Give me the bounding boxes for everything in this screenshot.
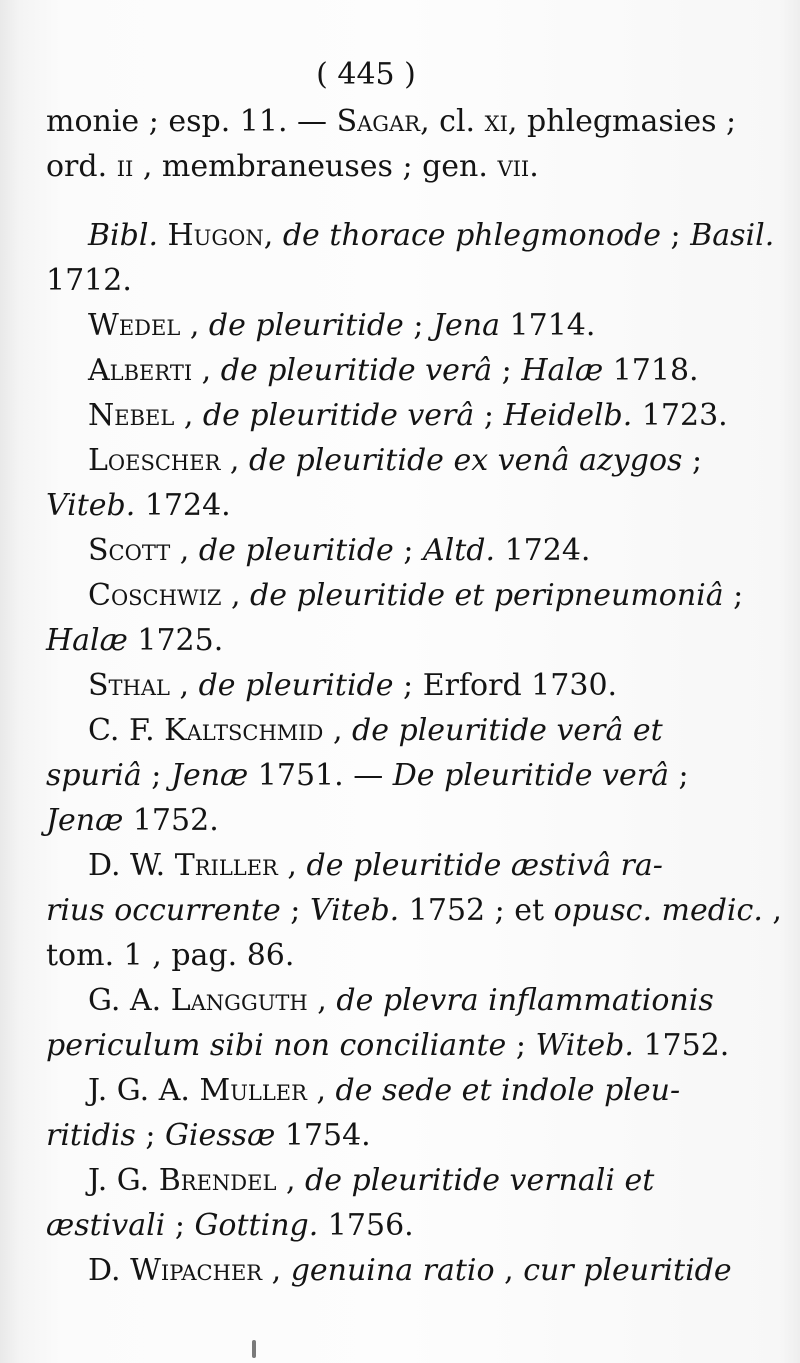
page-number: ( 445 ) bbox=[316, 57, 416, 92]
roman-text: , bbox=[277, 848, 307, 883]
text-line bbox=[46, 663, 686, 708]
text-line bbox=[46, 1068, 686, 1113]
paragraph-gap bbox=[46, 189, 686, 213]
text-line bbox=[46, 348, 699, 393]
text-line bbox=[46, 978, 714, 1023]
roman-text: tom. 1 , pag. 86. bbox=[46, 938, 295, 973]
roman-text: D. W. bbox=[88, 848, 175, 883]
roman-text: 1751. — bbox=[248, 758, 393, 793]
roman-text: C. F. bbox=[88, 713, 165, 748]
italic-text: Giessæ bbox=[164, 1118, 276, 1153]
roman-text: ; bbox=[165, 1208, 195, 1243]
italic-text: Viteb. bbox=[309, 893, 400, 928]
text-line bbox=[46, 258, 686, 303]
italic-text: Heidelb. bbox=[503, 398, 633, 433]
italic-text: de pleuritide bbox=[198, 668, 394, 703]
text-line bbox=[46, 933, 686, 978]
text-line bbox=[46, 1113, 686, 1158]
small-caps-name: Nebel bbox=[88, 398, 175, 433]
italic-text: rius occurrente bbox=[46, 893, 281, 928]
italic-text: de pleuritide bbox=[198, 533, 394, 568]
roman-text: ; bbox=[723, 578, 744, 613]
roman-text: , bbox=[221, 578, 251, 613]
roman-text: 1752. bbox=[123, 803, 219, 838]
italic-text: genuina ratio bbox=[290, 1253, 495, 1288]
small-caps-name: Wipacher bbox=[130, 1253, 263, 1288]
italic-text: Altd. bbox=[422, 533, 496, 568]
italic-text: de pleuritide verâ bbox=[220, 353, 493, 388]
italic-text: Viteb. bbox=[46, 488, 136, 523]
roman-text: ; bbox=[492, 353, 522, 388]
roman-text: , bbox=[174, 398, 203, 433]
roman-text: ; bbox=[682, 443, 703, 478]
italic-text: æstivali bbox=[46, 1208, 166, 1243]
small-caps-name: Scott bbox=[88, 533, 171, 568]
italic-text: de pleuritide ex venâ azygos bbox=[249, 443, 683, 478]
small-caps-name: Sthal bbox=[88, 668, 170, 703]
roman-text: ; bbox=[135, 1118, 165, 1153]
small-caps-name: vii bbox=[497, 149, 530, 184]
small-caps-name: Sagar bbox=[336, 104, 421, 139]
text-line bbox=[46, 213, 775, 258]
text-line bbox=[46, 393, 728, 438]
roman-text: , bbox=[262, 1253, 291, 1288]
text-line bbox=[46, 99, 737, 144]
roman-text: , bbox=[494, 1253, 524, 1288]
roman-text: ; bbox=[661, 218, 691, 253]
italic-text: de pleuritide et peripneumoniâ bbox=[250, 578, 724, 613]
small-caps-name: Brendel bbox=[158, 1163, 277, 1198]
small-caps-name: Loescher bbox=[88, 443, 221, 478]
roman-text: 1714. bbox=[500, 308, 596, 343]
italic-text: de pleuritide æstivâ ra- bbox=[306, 848, 663, 883]
roman-text: 1724. bbox=[495, 533, 591, 568]
text-line bbox=[46, 753, 689, 798]
text-line bbox=[46, 1158, 686, 1203]
small-caps-name: Triller bbox=[174, 848, 278, 883]
roman-text: 1724. bbox=[135, 488, 231, 523]
text-line bbox=[46, 888, 782, 933]
small-caps-name: Alberti bbox=[88, 353, 193, 388]
small-caps-name: Hugon bbox=[157, 218, 264, 253]
italic-text: Witeb. bbox=[535, 1028, 634, 1063]
italic-text: spuriâ bbox=[46, 758, 142, 793]
small-caps-name: ii bbox=[116, 149, 134, 184]
small-caps-name: Wedel bbox=[88, 308, 181, 343]
roman-text: 1752. bbox=[633, 1028, 730, 1063]
text-line bbox=[46, 1023, 730, 1068]
roman-text: 1725. bbox=[127, 623, 224, 658]
italic-text: ritidis bbox=[46, 1118, 136, 1153]
text-lines bbox=[46, 99, 782, 1293]
italic-text: de thorace phlegmonode bbox=[282, 218, 662, 253]
roman-text: ; bbox=[403, 308, 433, 343]
italic-text: cur pleuritide bbox=[523, 1253, 732, 1288]
italic-text: opusc. medic. bbox=[553, 893, 763, 928]
text-line bbox=[46, 843, 686, 888]
italic-text: de pleuritide vernali et bbox=[305, 1163, 655, 1198]
italic-text: de pleuritide bbox=[208, 308, 404, 343]
roman-text: . — bbox=[277, 104, 337, 139]
roman-text: 1756. bbox=[318, 1208, 414, 1243]
small-caps-name: Langguth bbox=[170, 983, 308, 1018]
roman-text: , cl. bbox=[420, 104, 485, 139]
roman-text: ; bbox=[280, 893, 310, 928]
text-line bbox=[46, 1203, 686, 1248]
italic-text: Halæ bbox=[521, 353, 604, 388]
text-line bbox=[46, 1248, 732, 1293]
text-line bbox=[46, 618, 686, 663]
roman-text: 1723. bbox=[632, 398, 728, 433]
roman-text: 11 bbox=[239, 104, 278, 139]
roman-text: , bbox=[762, 893, 782, 928]
roman-text: ; bbox=[393, 533, 423, 568]
roman-text: monie ; esp. bbox=[46, 104, 240, 139]
page-text bbox=[46, 52, 782, 1293]
small-caps-name: Kaltschmid bbox=[164, 713, 324, 748]
italic-text: Jenæ bbox=[170, 758, 249, 793]
ink-smudge bbox=[252, 1340, 256, 1358]
roman-text: ; bbox=[474, 398, 504, 433]
roman-text: ; Erford 1730. bbox=[393, 668, 618, 703]
roman-text: ; bbox=[668, 758, 689, 793]
italic-text: de plevra inflammationis bbox=[336, 983, 714, 1018]
text-line bbox=[46, 798, 686, 843]
roman-text: , bbox=[276, 1163, 306, 1198]
roman-text: , bbox=[307, 983, 337, 1018]
roman-text: G. A. bbox=[88, 983, 171, 1018]
roman-text: , phlegmasies ; bbox=[507, 104, 737, 139]
italic-text: Bibl. bbox=[88, 218, 158, 253]
italic-text: de sede et indole pleu- bbox=[335, 1073, 681, 1108]
roman-text: , bbox=[170, 533, 199, 568]
text-line bbox=[46, 438, 703, 483]
roman-text: , bbox=[306, 1073, 336, 1108]
italic-text: de pleuritide verâ et bbox=[352, 713, 663, 748]
text-line bbox=[46, 144, 686, 189]
roman-text: , bbox=[169, 668, 199, 703]
italic-text: Basil. bbox=[690, 218, 775, 253]
roman-text: ord. bbox=[46, 149, 117, 184]
roman-text: , membraneuses ; gen. bbox=[133, 149, 498, 184]
roman-text: , bbox=[220, 443, 249, 478]
roman-text: , bbox=[263, 218, 283, 253]
italic-text: periculum sibi non conciliante bbox=[46, 1028, 507, 1063]
small-caps-name: Muller bbox=[199, 1073, 307, 1108]
roman-text: ; bbox=[506, 1028, 536, 1063]
italic-text: Jenæ bbox=[46, 803, 124, 838]
roman-text: , bbox=[180, 308, 209, 343]
roman-text: 1712. bbox=[46, 263, 132, 298]
text-line bbox=[46, 528, 686, 573]
text-line bbox=[46, 708, 686, 753]
roman-text: J. G. A. bbox=[88, 1073, 200, 1108]
roman-text: 1752 ; et bbox=[399, 893, 554, 928]
roman-text: , bbox=[323, 713, 353, 748]
roman-text: , bbox=[192, 353, 221, 388]
italic-text: de pleuritide verâ bbox=[202, 398, 475, 433]
text-line bbox=[46, 573, 744, 618]
italic-text: De pleuritide verâ bbox=[392, 758, 669, 793]
roman-text: J. G. bbox=[88, 1163, 159, 1198]
roman-text: 1754. bbox=[275, 1118, 371, 1153]
small-caps-name: Coschwiz bbox=[88, 578, 222, 613]
text-line bbox=[46, 483, 686, 528]
roman-text: D. bbox=[88, 1253, 131, 1288]
italic-text: Jena bbox=[433, 308, 500, 343]
text-line bbox=[46, 303, 686, 348]
small-caps-name: xi bbox=[484, 104, 508, 139]
roman-text: . bbox=[529, 149, 539, 184]
italic-text: Halæ bbox=[46, 623, 128, 658]
italic-text: Gotting. bbox=[194, 1208, 319, 1243]
roman-text: 1718. bbox=[603, 353, 699, 388]
roman-text: ; bbox=[141, 758, 171, 793]
